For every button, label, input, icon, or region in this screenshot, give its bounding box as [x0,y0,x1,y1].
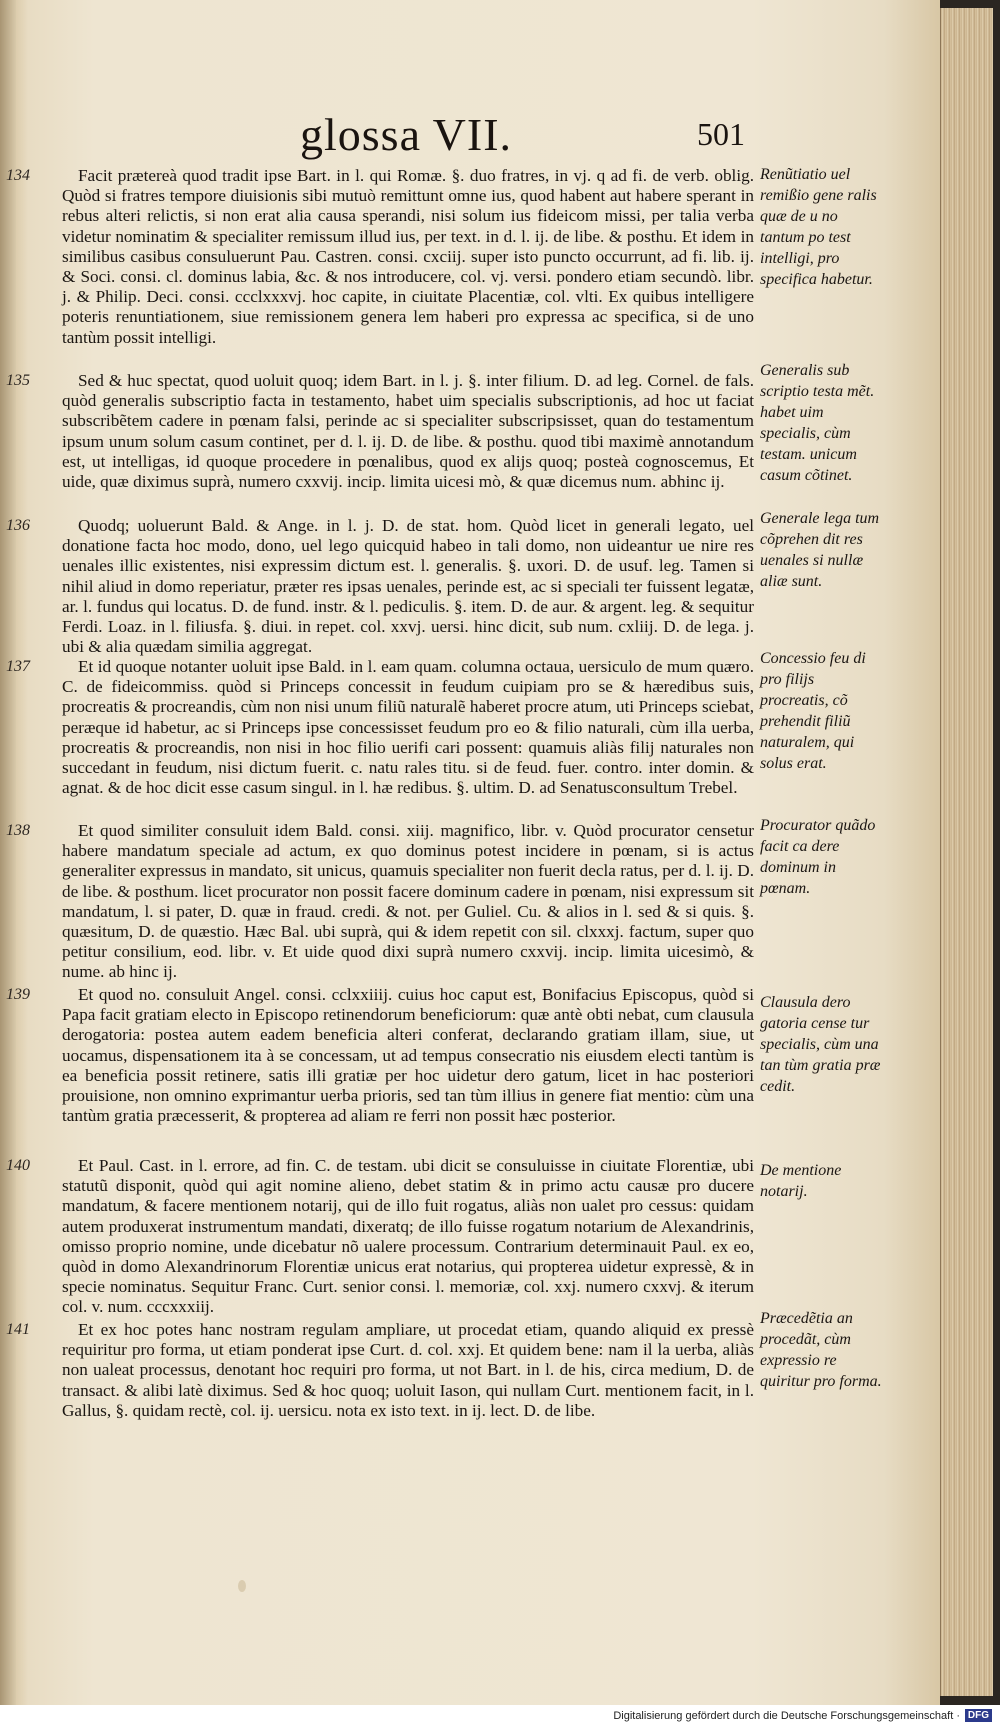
paragraph-number: 138 [6,822,30,839]
paragraph-136 [6,516,754,657]
paragraph-141 [6,1320,754,1421]
paragraph-137 [6,657,754,821]
ink-spot [238,1580,246,1592]
paragraph-number: 137 [6,658,30,675]
margin-note: Concessio feu di pro filijs procreatis, cõ prehendit filiũ naturalem, qui solus erat. [760,650,866,772]
paragraph-text: Et id quoque notanter uoluit ipse Bald. in l. eam quam. columna octaua, uersiculo de mum quæro. C. de fideicommiss. quòd si Princeps concessit in feudum cuipiam pro se & hæredibus suis, procreatis & procreandis, cùm non nisi unum filiũ naturalẽ haberet procre atum, uti Princeps sciebat, peræque id habetur, ac si Princeps ipse concessisset feudum pro eo & filio naturali, cùm illa uerba, procreatis & procreandis, non nisi in hoc filio uerifi cari possent: quamuis aliàs filij naturales non succedant in feudum, nisi dictum fuerit. c. natu rales titu. si de feud. fuer. contro. inter domin. & agnat. & de hoc dicit esse casum singul. in l. hæ redibus. §. ultim. D. ad Senatusconsultum Trebel. [62,657,754,798]
paragraph-text: Et quod similiter consuluit idem Bald. consi. xiij. magnifico, libr. v. Quòd procurator censetur habere mandatum speciale ad actum, ex quo dominus potest incidere in pœnam, si is actus generaliter expressus in mandato, sit unicus, quamuis specialiter non fuerit decla ratus, per d. l. ij. D. de libe. & posthum. licet procurator non possit facere dominum cadere in pœnam, nisi expressum sit mandatum, l. si pater, D. quæ in fraud. credi. & not. per Guliel. Cu. & alios in l. sed & si quis. §. quæsitum, D. de quæstio. Hæc Bal. ubi suprà, qui & idem repetit con sil. clxxxj. factum, super quo petitur consilium, eod. libr. v. Et uide quod dixi suprà numero cxxvij. incip. limita uicesimò, & nume. ab hinc ij. [62,821,754,982]
paragraph-number: 140 [6,1157,30,1174]
paragraph-number: 139 [6,986,30,1003]
margin-note: Procurator quãdo facit ca dere dominum in pœnam. [760,817,876,897]
page-edges [940,8,993,1696]
paragraph-135 [6,371,754,516]
margin-note: Clausula dero gatoria cense tur specialis, cùm una tan tùm gratia præ cedit. [760,994,881,1095]
paragraph-text: Et Paul. Cast. in l. errore, ad fin. C. de testam. ubi dicit se consuluisse in ciuitate Florentiæ, ubi statutũ disponit, quòd qui agit nomine alieno, debet statim & in primo actu causæ pro ducere mandatum, & facere mentionem notarij, qui de illo fuit rogatus, aliàs non ualet pro cessus: quidam autem produxerat instrumentum mandati, dixeratq; de illo fuisse rogatum notarium de Alexandrinis, omisso proprio nomine, unde dicebatur nõ ualere processum. Contrarium determinauit Paul. ex eo, quòd in domo Alexandrinorum Florentiæ unicus erat notarius, qui propterea uidetur expressè, & in specie nominatus. Sequitur Franc. Curt. senior consi. l. memoriæ, col. xxj. numero cxxvj. & iterum col. v. num. cccxxxiij. [62,1156,754,1317]
footer-credit: Digitalisierung gefördert durch die Deutsche Forschungsgemeinschaft · [613,1710,960,1722]
paragraph-text: Facit prætereà quod tradit ipse Bart. in l. qui Romæ. §. duo fratres, in vj. q ad fi. de verb. oblig. Quòd si fratres tempore diuisionis sibi mutuò remittunt omne ius, quod habent aut habere sperant in rebus alteri relictis, si non erat alia causa sperandi, nisi solum ius fideicom missi, per talia verba videtur nominatim & specialiter remissum illud ius, per text. in d. l. ij. de libe. & posthu. Et idem in similibus casibus consuluerunt Pau. Castren. consi. cxciij. super isto puncto occurrunt, ad fi. lib. ij. & Soci. consi. cl. dominus labia, &c. & nos introducere, col. vj. versi. pondero etiam secundò. libr. j. & Philip. Deci. consi. ccclxxxvj. hoc capite, in ciuitate Placentiæ, col. vlti. Ex quibus intelligere poteris renuntiationem, siue remissionem genera lem haberi pro expressa ac specifica, si de uno tantùm possit intelligi. [62,166,754,347]
paragraph-140 [6,1156,754,1320]
paragraph-text: Quodq; uoluerunt Bald. & Ange. in l. j. D. de stat. hom. Quòd licet in generali legato, uel donatione facta hoc modo, dono, uel lego quicquid habeo in tali domo, non uideantur ue nire res uenales illic existentes, nisi expressim dictum est. l. generalis. §. uxori. D. de usuf. leg. Tamen si nihil aliud in domo reperiatur, præter res ipsas uenales, perinde est, ac si speciali ter fuissent legatæ, ar. l. fundus qui locatus. D. de fund. instr. & l. pediculis. §. item. D. de aur. & argent. leg. & sequitur Ferdi. Loaz. in l. filiusfa. §. diui. in repet. col. xxvj. uersi. hinc dicit, sub num. cxliij. D. de lega. j. ubi & alia quædam similia aggregat. [62,516,754,657]
paragraph-number: 135 [6,372,30,389]
margin-note: Renũtiatio uel remißio gene ralis quæ de u no tantum po test intelligi, pro specifica habetur. [760,166,877,288]
paragraph-text: Et quod no. consuluit Angel. consi. cclxxiiij. cuius hoc caput est, Bonifacius Episcopus, quòd si Papa facit gratiam electo in Episcopo retinendorum beneficiorum: quæ antè obti nebat, cum clausula derogatoria: postea autem eadem beneficia alteri conferat, declarando gratiam illam, siue, ut uocamus, dispensationem ita à se concessam, ut ad tempus consecratio nis eiusdem electi tantùm is ea beneficia possit retinere, satis illi gratiæ per hoc uidetur dero gatum, licet in hac posteriori prouisione, non omnino exprimantur uerba prioris, sed tan tùm illius in genere fiat mentio: cùm una tantùm gratia præcesserit, & propterea ad aliam re ferri non possit hæc posterior. [62,985,754,1126]
margin-note: Præcedẽtia an procedãt, cùm expressio re quiritur pro forma. [760,1310,882,1390]
running-head: glossa VII. [300,109,513,160]
footer-bar [0,1705,1000,1729]
paragraph-text: Sed & huc spectat, quod uoluit quoq; idem Bart. in l. j. §. inter filium. D. ad leg. Cornel. de fals. quòd generalis subscriptio facta in testamento, habet uim specialis subscriptionis, ad hoc ut faciat subscribẽtem cadere in pœnam falsi, perinde ac si specialiter subscripsisset, quan do testamentum ipsum unum solum casum continet, per d. l. ij. D. de libe. & posthu. quod tibi maximè annotandum est, ut intelligas, id quoque procedere in pœnalibus, quod ex alijs quoq; posteà cognoscemus, Et uide, quæ diximus suprà, numero cxxvij. incip. limita uicesi mò, & quæ dicemus num. abhinc ij. [62,371,754,492]
page-number: 501 [697,116,745,152]
main-text-column [6,166,754,1421]
paragraph-number: 136 [6,517,30,534]
paragraph-138 [6,821,754,985]
dfg-logo: DFG [965,1709,992,1722]
margin-note: Generale lega tum cõprehen dit res uenales si nullæ aliæ sunt. [760,510,880,590]
paragraph-number: 134 [6,167,30,184]
gutter-shadow [0,0,16,1705]
paragraph-139 [6,985,754,1156]
margin-note: De mentione notarij. [760,1162,842,1200]
paragraph-number: 141 [6,1321,30,1338]
paragraph-134 [6,166,754,371]
margin-note: Generalis sub scriptio testa mẽt. habet uim specialis, cùm testam. unicum casum cõtinet. [760,362,875,484]
paragraph-text: Et ex hoc potes hanc nostram regulam ampliare, ut procedat etiam, quando aliquid ex pressè requiritur pro forma, ut etiam ponderat ipse Curt. d. col. xxj. Et quidem bene: nam il la uerba, aliàs non ualeat processus, denotant hoc requiri pro forma, ut not Bart. in l. de his, circa medium, D. de transact. & alibi latè diximus. Sed & hoc quoq; uoluit Iason, qui nullam Curt. mentionem facit, in l. Gallus, §. quidam rectè, col. ij. uersicu. nota ex isto text. in ij. lect. D. de libe. [62,1320,754,1420]
